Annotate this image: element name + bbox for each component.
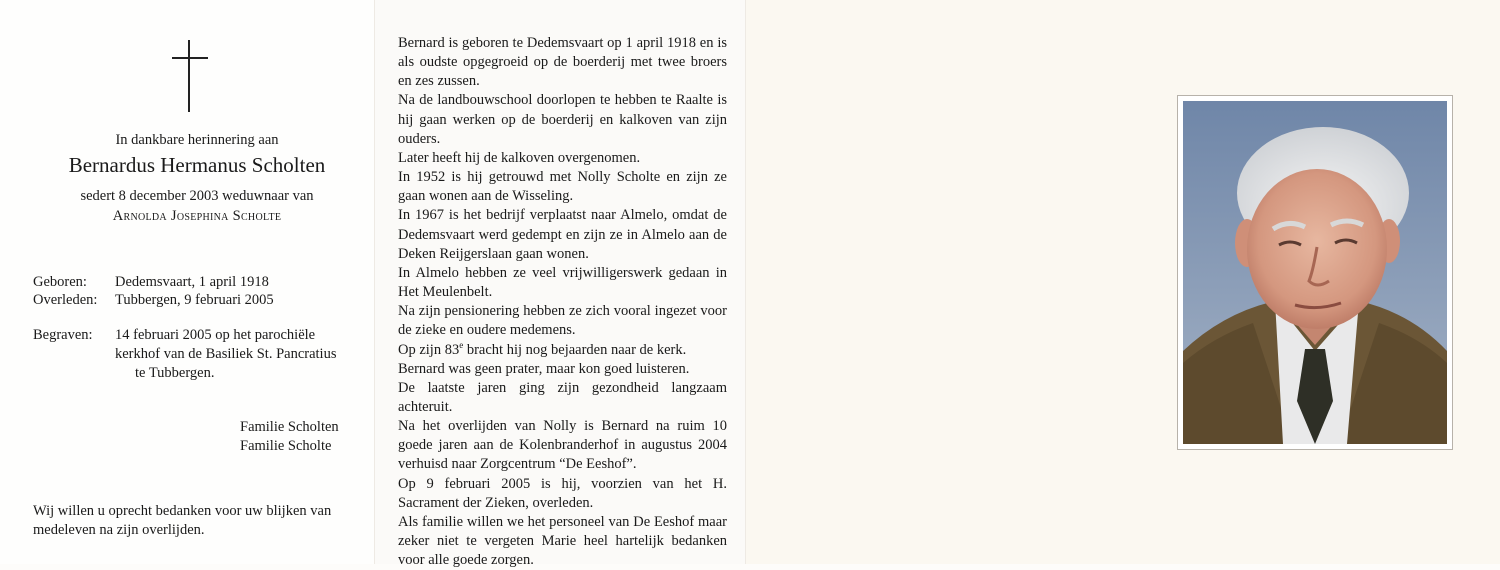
story-paragraph: Na de landbouwschool doorlopen te hebben te Raalte is hij gaan werken op de boerderij en kalkoven van zijn ouders. — [398, 92, 727, 147]
story-text: bracht hij nog bejaarden naar de kerk. — [463, 341, 687, 358]
story-paragraph: De laatste jaren ging zijn gezondheid langzaam achteruit. — [398, 379, 727, 415]
life-story — [398, 34, 727, 570]
story-paragraph: Later heeft hij de kalkoven overgenomen. — [398, 149, 641, 166]
buried-line: kerkhof van de Basiliek St. Pancratius — [115, 346, 337, 362]
story-paragraph: In Almelo hebben ze veel vrijwilligerswerk gedaan in Het Meulenbelt. — [398, 264, 727, 301]
story-text: Op zijn 83 — [398, 341, 460, 358]
portrait-image — [1183, 101, 1447, 444]
story-paragraph: In 1952 is hij getrouwd met Nolly Scholte en zijn ze gaan wonen aan de Wisseling. — [398, 169, 727, 205]
story-paragraph — [398, 341, 727, 360]
buried-line: 14 februari 2005 op het parochiële — [115, 327, 316, 343]
intro-text: In dankbare herinnering aan — [115, 132, 279, 148]
story-paragraph: Na het overlijden van Nolly is Bernard na ruim 10 goede jaren aan de Kolenbranderhof in augustus 2004 verhuisd naar Zorgcentrum “De Eeshof”. — [398, 418, 727, 473]
story-paragraph: Op 9 februari 2005 is hij, voorzien van het H. Sacrament der Zieken, overleden. — [398, 475, 727, 511]
deceased-name: Bernardus Hermanus Scholten — [68, 153, 326, 177]
family-name: Familie Scholte — [240, 438, 332, 454]
portrait-photo — [1183, 101, 1447, 444]
born-value: Dedemsvaart, 1 april 1918 — [115, 274, 269, 290]
story-paragraph: Als familie willen we het personeel van De Eeshof maar zeker niet te vergeten Marie heel hartelijk bedanken voor alle goede zorgen. — [398, 513, 727, 569]
ordinal-suffix: e — [459, 339, 464, 350]
story-paragraph: Bernard was geen prater, maar kon goed luisteren. — [398, 360, 690, 377]
story-paragraph: In 1967 is het bedrijf verplaatst naar Almelo, omdat de Dedemsvaart werd gedempt en zijn ze in Almelo aan de Deken Reijgerslaan gaan wonen. — [398, 207, 727, 262]
story-paragraph: Bernard is geboren te Dedemsvaart op 1 april 1918 en is als oudste opgegroeid op de boerderij met twee broers en zes zussen. — [398, 35, 727, 90]
thanks-line: Wij willen u oprecht bedanken voor uw blijken van — [33, 503, 332, 519]
born-label: Geboren: — [33, 274, 87, 290]
buried-label: Begraven: — [33, 327, 93, 343]
cross-icon — [172, 40, 208, 112]
story-paragraph: Na zijn pensionering hebben ze zich vooral ingezet voor de zieke en oudere medemens. — [398, 303, 727, 339]
died-label: Overleden: — [33, 292, 98, 308]
died-value: Tubbergen, 9 februari 2005 — [115, 292, 274, 308]
family-name: Familie Scholten — [240, 419, 339, 435]
spouse-name: Arnolda Josephina Scholte — [112, 208, 282, 224]
portrait-frame — [1177, 95, 1453, 450]
thanks-line: medeleven na zijn overlijden. — [33, 522, 205, 538]
buried-line: te Tubbergen. — [135, 365, 215, 381]
widower-line: sedert 8 december 2003 weduwnaar van — [80, 188, 314, 204]
